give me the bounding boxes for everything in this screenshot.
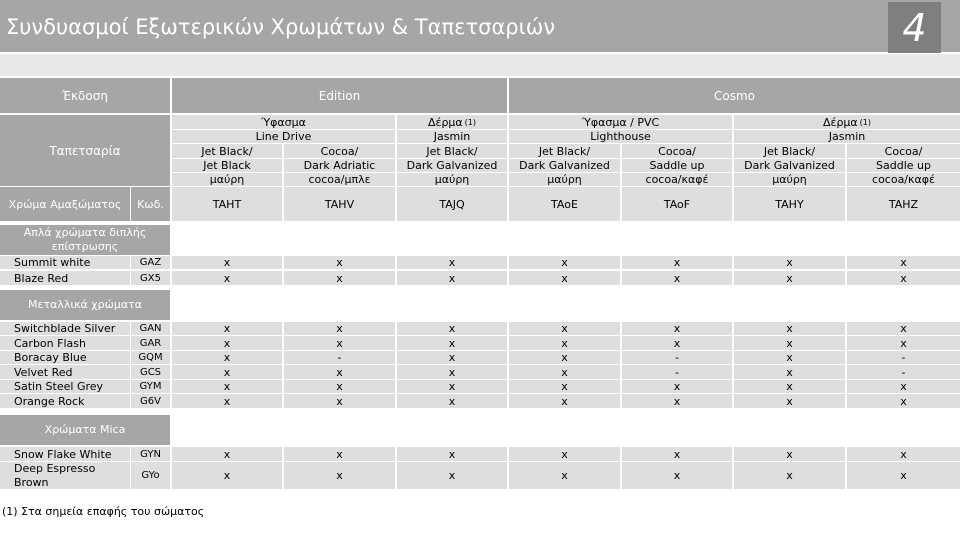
material-subheader: Lighthouse — [509, 130, 732, 143]
availability-cell: x — [397, 256, 507, 269]
color-name: Boracay Blue — [0, 351, 130, 364]
availability-cell: x — [509, 336, 620, 350]
availability-cell: x — [509, 351, 620, 364]
availability-cell: x — [284, 380, 395, 393]
trim-label: Jet Black/ — [397, 144, 507, 158]
color-code: GAZ — [131, 256, 170, 269]
trim-code: TAoE — [509, 187, 620, 221]
availability-cell: x — [172, 271, 282, 285]
availability-cell: - — [622, 365, 732, 379]
trim-code: TAJQ — [397, 187, 507, 221]
availability-cell: x — [734, 256, 845, 269]
trim-code: TAoF — [622, 187, 732, 221]
availability-cell: x — [284, 447, 395, 461]
color-name: Snow Flake White — [0, 447, 130, 461]
availability-cell: x — [847, 271, 960, 285]
availability-cell: x — [172, 462, 282, 489]
availability-cell: x — [284, 322, 395, 335]
color-name: Velvet Red — [0, 365, 130, 379]
availability-cell: x — [397, 380, 507, 393]
availability-cell: x — [397, 447, 507, 461]
body-color-label: Χρώμα Αμαξώματος — [0, 187, 130, 221]
trim-label: μαύρη — [509, 173, 620, 186]
availability-cell: x — [284, 365, 395, 379]
availability-cell: x — [847, 322, 960, 335]
availability-cell: x — [734, 336, 845, 350]
edition-header-edition: Edition — [172, 78, 507, 113]
material-subheader: Line Drive — [172, 130, 395, 143]
availability-cell: x — [509, 462, 620, 489]
trim-label: Saddle up — [622, 159, 732, 172]
trim-label: Jet Black/ — [509, 144, 620, 158]
page-title: Συνδυασμοί Εξωτερικών Χρωμάτων & Ταπετσαριών — [6, 15, 556, 39]
availability-cell: - — [622, 351, 732, 364]
trim-label: Cocoa/ — [622, 144, 732, 158]
availability-cell: x — [509, 271, 620, 285]
availability-cell: x — [172, 365, 282, 379]
trim-label: Jet Black/ — [734, 144, 845, 158]
availability-cell: x — [284, 271, 395, 285]
trim-label: Saddle up — [847, 159, 960, 172]
availability-cell: x — [172, 380, 282, 393]
availability-cell: x — [734, 462, 845, 489]
availability-cell: - — [284, 351, 395, 364]
color-name: Deep Espresso Brown — [0, 462, 130, 489]
availability-cell: - — [847, 351, 960, 364]
trim-code: TAHT — [172, 187, 282, 221]
material-header: Δέρμα (1) — [397, 115, 507, 129]
availability-cell: x — [734, 447, 845, 461]
availability-cell: x — [622, 336, 732, 350]
trim-label: Dark Adriatic — [284, 159, 395, 172]
trim-label: cocoa/καφέ — [847, 173, 960, 186]
color-name: Orange Rock — [0, 394, 130, 408]
trim-label: cocoa/καφέ — [622, 173, 732, 186]
edition-header-cosmo: Cosmo — [509, 78, 960, 113]
header-divider — [0, 54, 960, 76]
availability-cell: x — [622, 322, 732, 335]
availability-cell: x — [847, 256, 960, 269]
availability-cell: x — [172, 336, 282, 350]
color-code: GYM — [131, 380, 170, 393]
availability-cell: x — [397, 462, 507, 489]
availability-cell: x — [509, 365, 620, 379]
availability-cell: x — [847, 380, 960, 393]
color-name: Switchblade Silver — [0, 322, 130, 335]
color-code: G6V — [131, 394, 170, 408]
footnote: (1) Στα σημεία επαφής του σώματος — [2, 505, 205, 518]
availability-cell: x — [509, 447, 620, 461]
availability-cell: x — [622, 380, 732, 393]
trim-label: Jet Black — [172, 159, 282, 172]
page-number: 4 — [888, 2, 941, 53]
trim-label: Dark Galvanized — [734, 159, 845, 172]
material-subheader: Jasmin — [397, 130, 507, 143]
availability-cell: x — [284, 462, 395, 489]
trim-label: Dark Galvanized — [509, 159, 620, 172]
code-label: Κωδ. — [131, 187, 170, 221]
availability-cell: x — [622, 256, 732, 269]
availability-cell: x — [172, 322, 282, 335]
availability-cell: x — [622, 447, 732, 461]
color-code: GQM — [131, 351, 170, 364]
availability-cell: x — [509, 256, 620, 269]
availability-cell: x — [509, 322, 620, 335]
color-name: Blaze Red — [0, 271, 130, 285]
color-code: GCS — [131, 365, 170, 379]
trim-code: TAHV — [284, 187, 395, 221]
availability-cell: x — [847, 447, 960, 461]
color-code: GYo — [131, 462, 170, 489]
group-title: Μεταλλικά χρώματα — [0, 290, 170, 320]
availability-cell: - — [847, 365, 960, 379]
availability-cell: x — [734, 394, 845, 408]
availability-cell: x — [509, 394, 620, 408]
upholstery-label: Ταπετσαρία — [0, 115, 170, 186]
availability-cell: x — [397, 322, 507, 335]
color-code: GAN — [131, 322, 170, 335]
material-header: Δέρμα (1) — [734, 115, 960, 129]
material-subheader: Jasmin — [734, 130, 960, 143]
trim-code: TAHZ — [847, 187, 960, 221]
availability-cell: x — [847, 394, 960, 408]
trim-code: TAHY — [734, 187, 845, 221]
color-code: GYN — [131, 447, 170, 461]
group-title: Χρώματα Mica — [0, 415, 170, 445]
availability-cell: x — [847, 336, 960, 350]
material-header: Ύφασμα — [172, 115, 395, 129]
trim-label: μαύρη — [397, 173, 507, 186]
availability-cell: x — [284, 394, 395, 408]
availability-cell: x — [397, 365, 507, 379]
availability-cell: x — [397, 351, 507, 364]
availability-cell: x — [284, 256, 395, 269]
trim-label: μαύρη — [172, 173, 282, 186]
trim-label: Cocoa/ — [284, 144, 395, 158]
availability-cell: x — [622, 462, 732, 489]
availability-cell: x — [734, 351, 845, 364]
availability-cell: x — [172, 256, 282, 269]
availability-cell: x — [734, 271, 845, 285]
trim-label: Jet Black/ — [172, 144, 282, 158]
availability-cell: x — [397, 394, 507, 408]
availability-cell: x — [397, 271, 507, 285]
availability-cell: x — [622, 271, 732, 285]
color-code: GX5 — [131, 271, 170, 285]
availability-cell: x — [622, 394, 732, 408]
availability-cell: x — [397, 336, 507, 350]
availability-cell: x — [172, 351, 282, 364]
group-title: Απλά χρώματα διπλής επίστρωσης — [0, 225, 170, 255]
availability-cell: x — [284, 336, 395, 350]
trim-label: μαύρη — [734, 173, 845, 186]
color-name: Satin Steel Grey — [0, 380, 130, 393]
color-name: Summit white — [0, 256, 130, 269]
availability-cell: x — [734, 322, 845, 335]
availability-cell: x — [172, 394, 282, 408]
availability-cell: x — [172, 447, 282, 461]
trim-label: Dark Galvanized — [397, 159, 507, 172]
trim-label: Cocoa/ — [847, 144, 960, 158]
trim-label: cocoa/μπλε — [284, 173, 395, 186]
color-code: GAR — [131, 336, 170, 350]
availability-cell: x — [734, 365, 845, 379]
availability-cell: x — [509, 380, 620, 393]
material-header: Ύφασμα / PVC — [509, 115, 732, 129]
color-name: Carbon Flash — [0, 336, 130, 350]
version-label: Έκδοση — [0, 78, 170, 113]
availability-cell: x — [734, 380, 845, 393]
availability-cell: x — [847, 462, 960, 489]
